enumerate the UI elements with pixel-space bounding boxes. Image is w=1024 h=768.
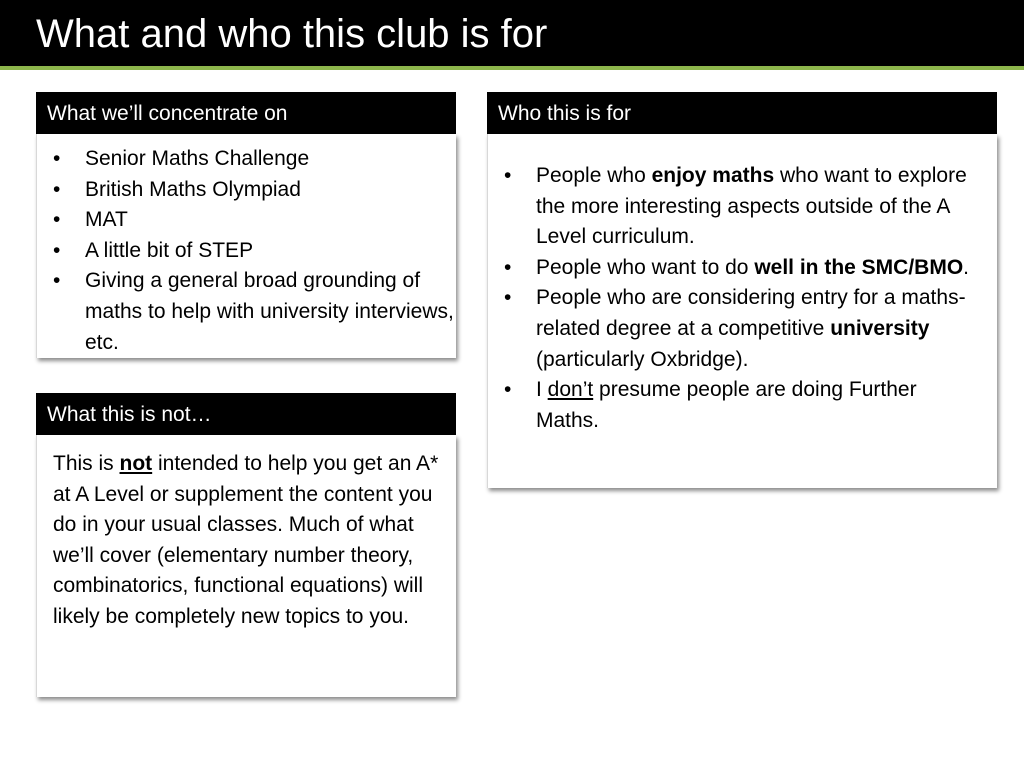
concentrate-list	[37, 144, 456, 358]
not-header: What this is not…	[36, 393, 456, 435]
item-text: I	[536, 378, 548, 402]
bullet-icon: •	[504, 255, 512, 279]
item-text: People who	[536, 164, 652, 187]
item-text: who want to explore the more interesting aspects outside of the A Level curriculum.	[536, 164, 967, 249]
bullet-icon: •	[53, 238, 61, 262]
bullet-icon: •	[53, 208, 61, 232]
audience-body	[487, 134, 997, 488]
audience-panel	[487, 92, 997, 488]
list-item	[488, 283, 977, 375]
bullet-icon: •	[504, 286, 512, 310]
list-item	[488, 375, 977, 436]
list-item	[37, 144, 456, 175]
bullet-icon: •	[53, 147, 61, 170]
list-item	[37, 205, 456, 236]
concentrate-header: What we’ll concentrate on	[36, 92, 456, 134]
list-item	[37, 175, 456, 206]
item-text: People who are considering entry for a maths-related degree at a competitive	[536, 286, 966, 340]
title-accent-line	[0, 66, 1024, 70]
item-bold-text: well in the SMC/BMO	[754, 255, 964, 279]
not-paragraph	[53, 449, 448, 633]
item-underlined-text: don’t	[547, 378, 594, 402]
bullet-icon: •	[504, 164, 512, 187]
list-item-text: Giving a general broad grounding of maths to help with university interviews, etc.	[85, 269, 454, 354]
list-item-text: Senior Maths Challenge	[85, 147, 310, 170]
list-item	[37, 266, 456, 358]
bullet-icon: •	[504, 378, 512, 402]
bullet-icon: •	[53, 269, 61, 293]
not-panel	[36, 393, 456, 697]
audience-header: Who this is for	[487, 92, 997, 134]
slide-title: What and who this club is for	[36, 12, 548, 56]
not-text-before: This is	[53, 452, 120, 475]
item-bold-text: university	[830, 316, 930, 340]
item-text: presume people are doing Further Maths.	[536, 378, 917, 432]
bullet-icon: •	[53, 177, 61, 201]
item-text: .	[963, 255, 970, 279]
item-text: (particularly Oxbridge).	[536, 347, 749, 371]
item-text: People who want to do	[536, 255, 755, 279]
list-item	[488, 161, 977, 253]
concentrate-panel	[36, 92, 456, 358]
title-bar	[0, 0, 1024, 66]
list-item-text: A little bit of STEP	[85, 238, 254, 262]
concentrate-body	[36, 134, 456, 358]
item-bold-text: enjoy maths	[651, 164, 775, 187]
list-item-text: MAT	[85, 208, 128, 232]
not-emphasis: not	[119, 452, 153, 475]
list-item	[37, 236, 456, 267]
not-body	[36, 435, 456, 697]
list-item-text: British Maths Olympiad	[85, 177, 301, 201]
not-text-after: intended to help you get an A* at A Level or supplement the content you do in your usual classes. Much of what we’ll cover (elementary number theory, combinatorics, functional equations) will likely be completely new topics to you.	[53, 452, 439, 628]
list-item	[488, 253, 977, 284]
audience-list	[488, 161, 977, 436]
